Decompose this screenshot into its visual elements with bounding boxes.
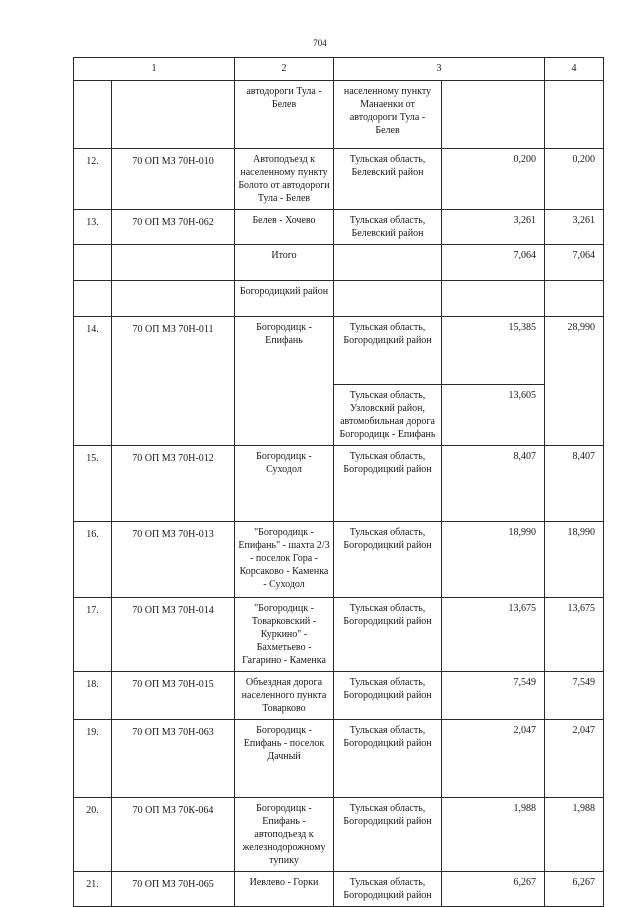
road-total-length: 0,200 — [545, 149, 604, 210]
road-name: автодороги Тула - Белев — [235, 81, 334, 149]
road-id-code: 70 ОП МЗ 70К-064 — [112, 798, 235, 872]
road-segment-length: 8,407 — [442, 446, 545, 522]
road-total-length: 3,261 — [545, 210, 604, 245]
table-row — [74, 281, 604, 317]
road-name: Белев - Хочево — [235, 210, 334, 245]
table-row — [74, 81, 604, 149]
table-row — [74, 149, 604, 210]
row-number: 12. — [74, 149, 112, 210]
road-segment-length: 1,988 — [442, 798, 545, 872]
road-name: Автоподъезд к населенному пункту Болото от автодороги Тула - Белев — [235, 149, 334, 210]
table-row — [74, 798, 604, 872]
road-location: Тульская область, Богородицкий район — [334, 798, 442, 872]
road-location: Тульская область, Белевский район — [334, 210, 442, 245]
road-segment-length: 7,549 — [442, 672, 545, 720]
road-id-code: 70 ОП МЗ 70Н-065 — [112, 872, 235, 907]
road-total-length: 8,407 — [545, 446, 604, 522]
road-id-code — [112, 245, 235, 281]
road-total-length — [545, 281, 604, 317]
table-row — [74, 446, 604, 522]
road-id-code: 70 ОП МЗ 70Н-014 — [112, 598, 235, 672]
row-number: 15. — [74, 446, 112, 522]
road-name: Богородицк - Епифань - автоподъезд к железнодорожному тупику — [235, 798, 334, 872]
road-segment-length: 6,267 — [442, 872, 545, 907]
road-segment-length: 2,047 — [442, 720, 545, 798]
row-number: 16. — [74, 522, 112, 598]
road-total-length: 18,990 — [545, 522, 604, 598]
road-id-code — [112, 281, 235, 317]
road-location — [334, 281, 442, 317]
road-location: Тульская область, Богородицкий район — [334, 872, 442, 907]
road-segment-length: 15,385 — [442, 317, 545, 385]
table-row — [74, 317, 604, 385]
table-row — [74, 872, 604, 907]
header-col-4: 4 — [545, 58, 604, 81]
table-row — [74, 210, 604, 245]
road-location: населенному пункту Манаенки от автодороги Тула - Белев — [334, 81, 442, 149]
road-total-length: 6,267 — [545, 872, 604, 907]
road-name: "Богородицк - Епифань" - шахта 2/3 - поселок Гора - Корсаково - Каменка - Суходол — [235, 522, 334, 598]
road-location: Тульская область, Богородицкий район — [334, 720, 442, 798]
row-number: 20. — [74, 798, 112, 872]
road-name: Богородицк - Суходол — [235, 446, 334, 522]
table-row — [74, 720, 604, 798]
row-number: 17. — [74, 598, 112, 672]
road-id-code: 70 ОП МЗ 70Н-013 — [112, 522, 235, 598]
row-number: 18. — [74, 672, 112, 720]
road-location: Тульская область, Богородицкий район — [334, 317, 442, 385]
road-name: Богородицкий район — [235, 281, 334, 317]
road-id-code: 70 ОП МЗ 70Н-011 — [112, 317, 235, 446]
road-id-code: 70 ОП МЗ 70Н-012 — [112, 446, 235, 522]
road-name: Богородицк - Епифань — [235, 317, 334, 446]
road-name: "Богородицк - Товарковский - Куркино" - Бахметьево - Гагарино - Каменка — [235, 598, 334, 672]
road-location: Тульская область, Богородицкий район — [334, 446, 442, 522]
row-number — [74, 281, 112, 317]
row-number: 13. — [74, 210, 112, 245]
road-segment-length: 7,064 — [442, 245, 545, 281]
table-row — [74, 245, 604, 281]
road-location: Тульская область, Богородицкий район — [334, 672, 442, 720]
row-number: 21. — [74, 872, 112, 907]
header-col-3: 3 — [334, 58, 545, 81]
row-number: 14. — [74, 317, 112, 446]
road-total-length — [545, 81, 604, 149]
road-location: Тульская область, Богородицкий район — [334, 598, 442, 672]
road-total-length: 13,675 — [545, 598, 604, 672]
road-id-code: 70 ОП МЗ 70Н-015 — [112, 672, 235, 720]
row-number: 19. — [74, 720, 112, 798]
row-number — [74, 245, 112, 281]
table-header-row — [74, 58, 604, 81]
road-location: Тульская область, Белевский район — [334, 149, 442, 210]
roads-registry-table — [73, 57, 604, 907]
table-row — [74, 672, 604, 720]
road-name: Иевлево - Горки — [235, 872, 334, 907]
page-number: 704 — [313, 38, 327, 48]
road-id-code: 70 ОП МЗ 70Н-010 — [112, 149, 235, 210]
road-segment-length: 13,605 — [442, 385, 545, 446]
road-name: Богородицк - Епифань - поселок Дачный — [235, 720, 334, 798]
road-segment-length: 3,261 — [442, 210, 545, 245]
road-location: Тульская область, Узловский район, автомобильная дорога Богородицк - Епифань — [334, 385, 442, 446]
road-id-code: 70 ОП МЗ 70Н-063 — [112, 720, 235, 798]
road-segment-length: 13,675 — [442, 598, 545, 672]
road-segment-length — [442, 281, 545, 317]
road-location — [334, 245, 442, 281]
road-segment-length — [442, 81, 545, 149]
table-body — [74, 58, 604, 907]
road-id-code — [112, 81, 235, 149]
road-segment-length: 18,990 — [442, 522, 545, 598]
road-name: Объездная дорога населенного пункта Товарково — [235, 672, 334, 720]
road-total-length: 1,988 — [545, 798, 604, 872]
header-col-2: 2 — [235, 58, 334, 81]
road-name: Итого — [235, 245, 334, 281]
road-location: Тульская область, Богородицкий район — [334, 522, 442, 598]
road-total-length: 2,047 — [545, 720, 604, 798]
road-total-length: 7,549 — [545, 672, 604, 720]
table-row — [74, 522, 604, 598]
table-row — [74, 598, 604, 672]
road-segment-length: 0,200 — [442, 149, 545, 210]
road-id-code: 70 ОП МЗ 70Н-062 — [112, 210, 235, 245]
road-total-length: 28,990 — [545, 317, 604, 446]
road-total-length: 7,064 — [545, 245, 604, 281]
header-col-1: 1 — [74, 58, 235, 81]
row-number — [74, 81, 112, 149]
